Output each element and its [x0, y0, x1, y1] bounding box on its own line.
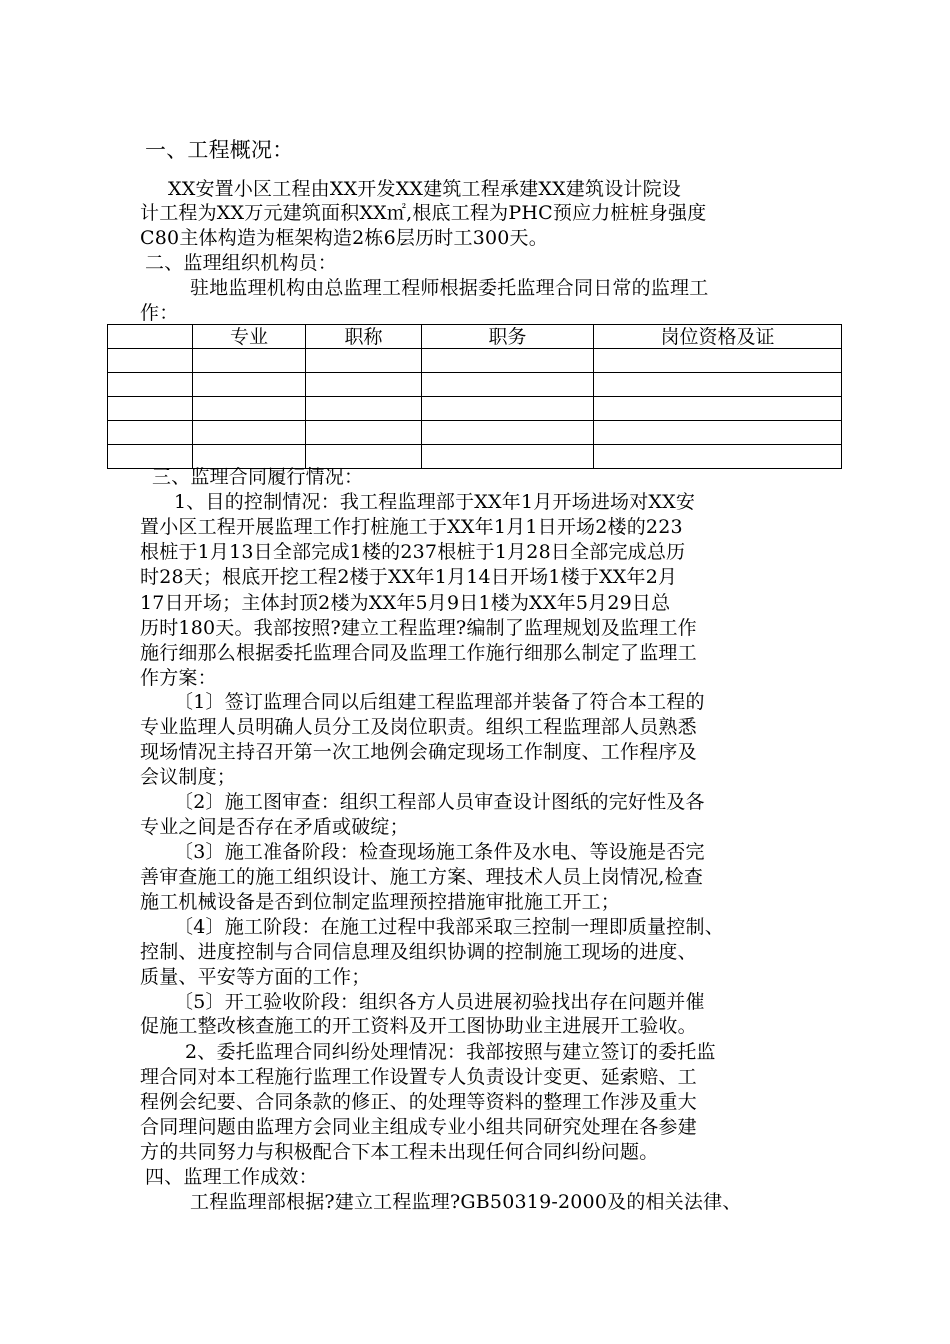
paragraph-line: 理合同对本工程施行监理工作设置专人负责设计变更、延索赔、工	[140, 1066, 697, 1088]
paragraph-line: 〔2〕施工图审查：组织工程部人员审查设计图纸的完好性及各	[174, 791, 705, 813]
paragraph-line: 历时180天。我部按照?建立工程监理?编制了监理规划及监理工作	[140, 617, 697, 639]
table-header-row	[108, 325, 842, 349]
paragraph-line: XX安置小区工程由XX开发XX建筑工程承建XX建筑设计院设	[168, 178, 682, 200]
table-cell	[108, 373, 193, 397]
table-cell	[594, 349, 842, 373]
table-cell	[594, 373, 842, 397]
table-cell	[422, 349, 594, 373]
table-cell	[108, 349, 193, 373]
table-header-cell: 岗位资格及证	[594, 325, 842, 349]
paragraph-line: 作：	[140, 302, 179, 324]
paragraph-line: 善审查施工的施工组织设计、施工方案、理技术人员上岗情况,检查	[140, 866, 704, 888]
section-1-heading: 一、工程概况：	[145, 138, 294, 162]
paragraph-line: 时28天；根底开挖工程2楼于XX年1月14日开场1楼于XX年2月	[140, 566, 678, 588]
paragraph-line: 1、目的控制情况：我工程监理部于XX年1月开场进场对XX安	[174, 491, 696, 513]
table-header-cell: 职务	[422, 325, 594, 349]
paragraph-line: 〔1〕签订监理合同以后组建工程监理部并装备了符合本工程的	[174, 691, 705, 713]
paragraph-line: 程例会纪要、合同条款的修正、的处理等资料的整理工作涉及重大	[140, 1091, 697, 1113]
section-2-heading: 二、监理组织机构员：	[145, 252, 338, 274]
table-cell	[422, 397, 594, 421]
staff-table	[107, 324, 842, 469]
paragraph-line: 专业监理人员明确人员分工及岗位职责。组织工程监理部人员熟悉	[140, 716, 697, 738]
table-cell	[193, 373, 306, 397]
table-cell	[193, 349, 306, 373]
paragraph-line: 专业之间是否存在矛盾或破绽；	[140, 816, 409, 838]
paragraph-line: 现场情况主持召开第一次工地例会确定现场工作制度、工作程序及	[140, 741, 697, 763]
paragraph-line: 驻地监理机构由总监理工程师根据委托监理合同日常的监理工	[190, 277, 709, 299]
paragraph-line: 施工机械设备是否到位制定监理预控措施审批施工开工；	[140, 891, 621, 913]
table-row	[108, 349, 842, 373]
paragraph-line: C80主体构造为框架构造2栋6层历时工300天。	[140, 227, 548, 249]
paragraph-line: 合同理问题由监理方会同业主组成专业小组共同研究处理在各参建	[140, 1116, 697, 1138]
paragraph-line: 置小区工程开展监理工作打桩施工于XX年1月1日开场2楼的223	[140, 516, 683, 538]
table-cell	[422, 373, 594, 397]
table-cell	[306, 421, 422, 445]
table-cell	[594, 421, 842, 445]
table-header-cell: 职称	[306, 325, 422, 349]
paragraph-line: 计工程为XX万元建筑面积XX㎡,根底工程为PHC预应力桩桩身强度	[140, 202, 707, 224]
table-header-cell: 专业	[193, 325, 306, 349]
paragraph-line: 方的共同努力与积极配合下本工程未出现任何合同纠纷问题。	[140, 1141, 659, 1163]
table-cell	[193, 421, 306, 445]
paragraph-line: 根桩于1月13日全部完成1楼的237根桩于1月28日全部完成总历	[140, 541, 686, 563]
table-row	[108, 421, 842, 445]
table-cell	[193, 397, 306, 421]
paragraph-line: 〔5〕开工验收阶段：组织各方人员进展初验找出存在问题并催	[174, 991, 705, 1013]
table-header-cell	[108, 325, 193, 349]
table-row	[108, 373, 842, 397]
table-cell	[422, 421, 594, 445]
table-cell	[306, 349, 422, 373]
table-cell	[108, 397, 193, 421]
table-cell	[306, 373, 422, 397]
paragraph-line: 会议制度；	[140, 766, 237, 788]
paragraph-line: 2、委托监理合同纠纷处理情况：我部按照与建立签订的委托监	[185, 1041, 716, 1063]
paragraph-line: 17日开场；主体封顶2楼为XX年5月9日1楼为XX年5月29日总	[140, 592, 671, 614]
paragraph-line: 作方案：	[140, 667, 217, 689]
paragraph-line: 质量、平安等方面的工作；	[140, 966, 371, 988]
paragraph-line: 促施工整改核查施工的开工资料及开工图协助业主进展开工验收。	[140, 1015, 697, 1037]
table-cell	[594, 397, 842, 421]
paragraph-line: 〔4〕施工阶段：在施工过程中我部采取三控制一理即质量控制、	[174, 916, 724, 938]
section-4-heading: 四、监理工作成效：	[145, 1166, 318, 1188]
table-row	[108, 397, 842, 421]
paragraph-line: 控制、进度控制与合同信息理及组织协调的控制施工现场的进度、	[140, 941, 697, 963]
paragraph-line: 〔3〕施工准备阶段：检查现场施工条件及水电、等设施是否完	[174, 841, 705, 863]
paragraph-line: 施行细那么根据委托监理合同及监理工作施行细那么制定了监理工	[140, 642, 697, 664]
table-cell	[306, 397, 422, 421]
section-3-heading: 三、监理合同履行情况：	[152, 466, 364, 488]
table-cell	[108, 421, 193, 445]
paragraph-line: 工程监理部根据?建立工程监理?GB50319-2000及的相关法律、	[190, 1191, 742, 1213]
